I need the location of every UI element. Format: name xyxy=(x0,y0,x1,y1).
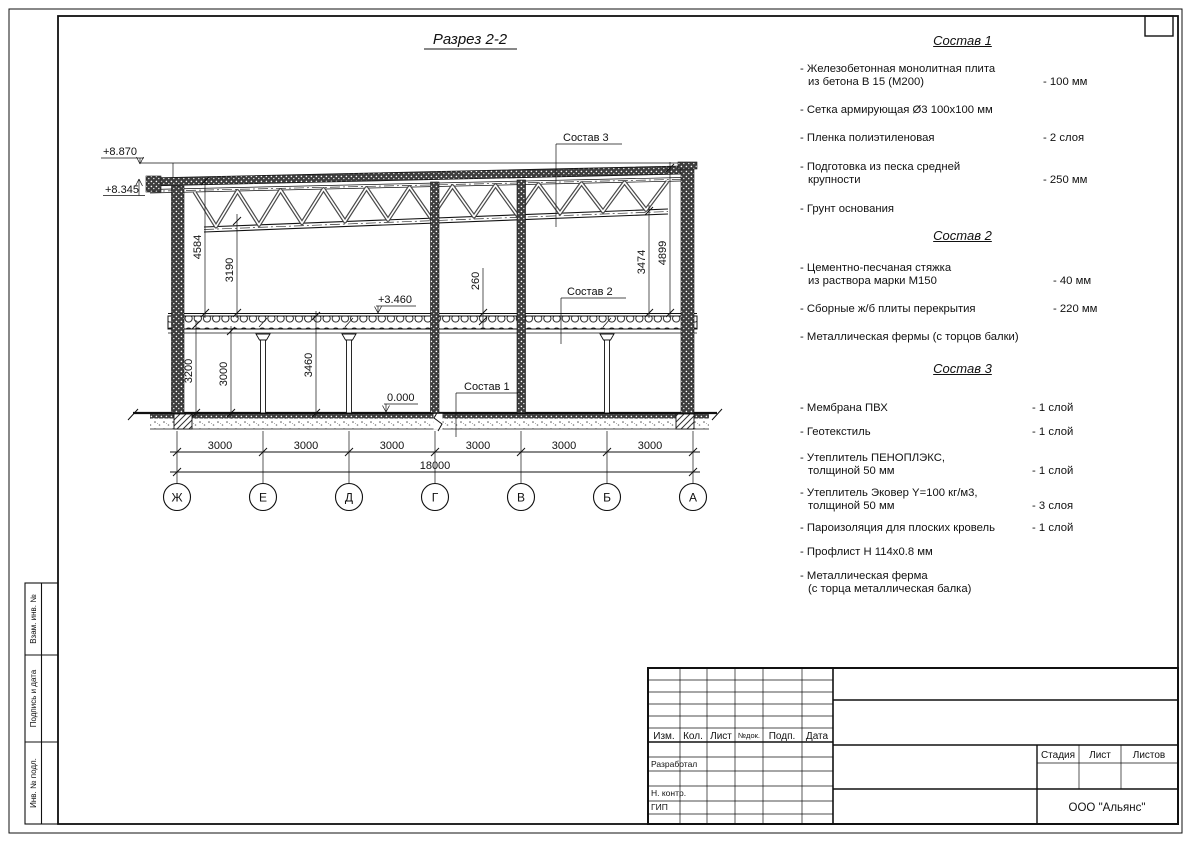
sostav3-item-4: - Утеплитель Эковер Y=100 кг/м3, толщиной 50 мм - 3 слоя xyxy=(800,487,1074,512)
tb-listov: Листов xyxy=(1132,750,1166,761)
tb-data: Дата xyxy=(805,731,829,742)
dim-bay-4: 3000 xyxy=(465,440,491,452)
tb-list: Лист xyxy=(710,731,732,742)
axis-grid xyxy=(164,431,707,511)
sostav3-item-3: - Утеплитель ПЕНОПЛЭКС, толщиной 50 мм - 1 слой xyxy=(800,452,1074,477)
tb-izm: Изм. xyxy=(653,731,675,742)
dim-4899: 4899 xyxy=(657,240,669,266)
sostav3-title: Состав 3 xyxy=(933,361,992,376)
dim-3000-floor: 3000 xyxy=(218,361,230,387)
drawing-title: Разрез 2-2 xyxy=(432,31,508,48)
sostav1-item-5: - Грунт основания xyxy=(800,203,895,215)
sostav2-item-1: - Цементно-песчаная стяжка из раствора марки М150 - 40 мм xyxy=(800,262,1092,287)
axis-letter-1: Ж xyxy=(171,490,183,505)
sostav2-item-2: - Сборные ж/б плиты перекрытия - 220 мм xyxy=(800,303,1098,315)
sostav1-item-2: - Сетка армирующая Ø3 100х100 мм xyxy=(800,104,993,116)
title-block xyxy=(648,668,1178,824)
sostav2-item-3: - Металлическая фермы (с торцов балки) xyxy=(800,331,1019,343)
sostav1-item-4: - Подготовка из песка средней крупности - 250 мм xyxy=(800,161,1088,186)
tb-podp: Подп. xyxy=(768,731,796,742)
sostav3-item-2: - Геотекстиль - 1 слой xyxy=(800,426,1074,438)
dim-bay-5: 3000 xyxy=(551,440,577,452)
axis-letter-5: В xyxy=(516,490,526,505)
foundation-left xyxy=(174,414,192,429)
roof xyxy=(148,166,683,193)
tb-kol: Кол. xyxy=(683,731,703,742)
section-drawing xyxy=(101,31,722,511)
dim-bay-2: 3000 xyxy=(293,440,319,452)
tb-gip: ГИП xyxy=(651,802,668,812)
parapet-cap xyxy=(678,162,697,169)
sostav3-item-5: - Пароизоляция для плоских кровель - 1 слой xyxy=(800,522,1074,534)
dim-total: 18000 xyxy=(419,460,451,472)
callout-sostav1: Состав 1 xyxy=(464,381,510,393)
axis-letter-4: Г xyxy=(431,490,439,505)
sostav3-item-6: - Профлист Н 114х0.8 мм xyxy=(800,546,933,558)
axis-letter-7: А xyxy=(688,490,698,505)
foundation-right xyxy=(676,414,694,429)
dim-bay-3: 3000 xyxy=(379,440,405,452)
callout-sostav3: Состав 3 xyxy=(563,132,609,144)
sostav3-item-7: - Металлическая ферма (с торца металлическая балка) xyxy=(800,570,972,595)
dim-3460: 3460 xyxy=(303,352,315,378)
sostav3-item-1: - Мембрана ПВХ - 1 слой xyxy=(800,402,1074,414)
side-label-inv: Инв. № подл. xyxy=(29,758,38,808)
tb-list2: Лист xyxy=(1089,750,1111,761)
elevation-roof-edge: +8.345 xyxy=(105,184,139,196)
elevation-ground: 0.000 xyxy=(387,392,415,404)
dim-bay-6: 3000 xyxy=(637,440,663,452)
tb-stadia: Стадия xyxy=(1040,750,1076,761)
roof-fascia xyxy=(146,176,161,192)
side-label-vzam: Взам. инв. № xyxy=(29,594,38,644)
ground-slab xyxy=(128,409,722,431)
dim-260: 260 xyxy=(470,271,482,291)
axis-letter-3: Д xyxy=(344,490,354,505)
tb-company: ООО "Альянс" xyxy=(1068,802,1146,814)
sostav2-title: Состав 2 xyxy=(933,228,992,243)
dim-3474: 3474 xyxy=(636,249,648,275)
dim-bay-1: 3000 xyxy=(207,440,233,452)
tb-nkontr: Н. контр. xyxy=(651,788,687,798)
dim-4584: 4584 xyxy=(192,234,204,260)
sostav1-title: Состав 1 xyxy=(933,33,992,48)
axis-letter-6: Б xyxy=(603,490,611,505)
callout-sostav2: Состав 2 xyxy=(567,286,613,298)
dim-3200: 3200 xyxy=(183,358,195,384)
wall-right xyxy=(681,168,694,413)
sostav1-item-1: - Железобетонная монолитная плита из бетона В 15 (М200) - 100 мм xyxy=(800,63,1088,88)
dim-3190: 3190 xyxy=(224,257,236,283)
elevation-roof-high: +8.870 xyxy=(103,146,137,158)
tb-razrabotal: Разработал xyxy=(651,759,698,769)
axis-letter-2: Е xyxy=(258,490,268,505)
corner-box xyxy=(1145,16,1173,36)
sostav1-item-3: - Пленка полиэтиленовая - 2 слоя xyxy=(800,132,1085,144)
elevation-floor2: +3.460 xyxy=(378,294,412,306)
tb-ndok: №док. xyxy=(738,731,760,740)
side-label-podpis: Подпись и дата xyxy=(29,669,38,728)
